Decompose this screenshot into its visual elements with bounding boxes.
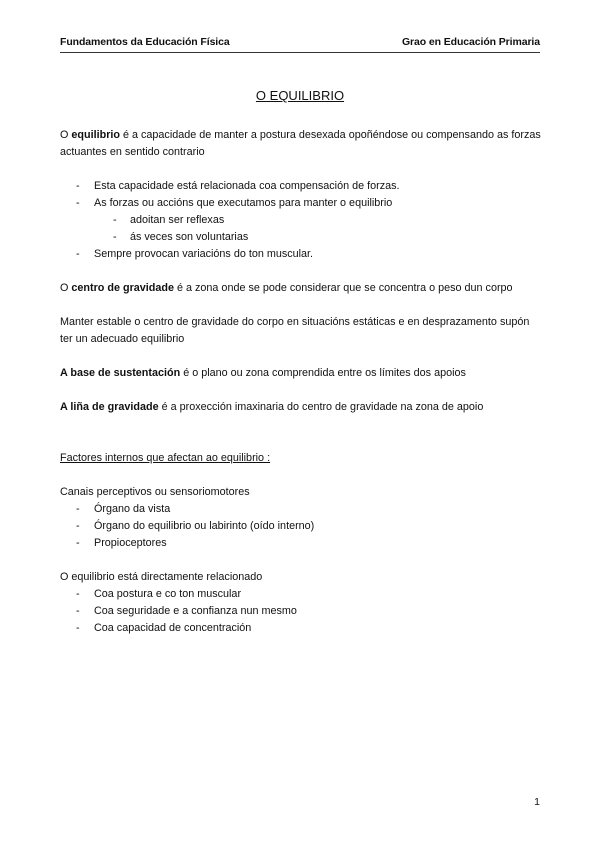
relation-intro: O equilibrio está directamente relacionado [60,571,263,583]
line-text: é a proxección imaxinaria do centro de gravidade na zona de apoio [158,401,484,413]
cg-text: é a zona onde se pode considerar que se concentra o peso dun corpo [174,282,513,294]
list-item: - Propioceptores [60,535,544,552]
factors-heading [60,450,544,467]
channels-intro: Canais perceptivos ou sensoriomotores [60,486,250,498]
header-course: Fundamentos da Educación Física [60,36,230,48]
list-item: - Órgano do equilibrio ou labirinto (oído interno) [60,518,544,535]
sub-list-item: - ás veces son voluntarias [60,229,544,246]
base-term: A base de sustentación [60,367,181,379]
header-divider [60,52,540,53]
sub-list-item: - adoitan ser reflexas [60,212,544,229]
list-item: - Esta capacidade está relacionada coa compensación de forzas. [60,178,544,195]
stability-paragraph: Manter estable o centro de gravidade do corpo en situacións estáticas e en desprazamento supón ter un adecuado equilibrio [60,316,530,345]
equilibrium-characteristics-list [60,178,544,263]
def-term: equilibrio [71,129,120,141]
def-prefix: O [60,129,72,141]
def-text: é a capacidade de manter a postura desexada opoñéndose ou compensando as forzas actuantes en sentido contrario [60,129,541,158]
page-number: 1 [534,796,540,808]
spacer [60,433,544,450]
title-text: O EQUILIBRIO [255,88,345,103]
list-item: - Coa capacidad de concentración [60,620,544,637]
list-item: - Coa postura e co ton muscular [60,586,544,603]
header-degree: Grao en Educación Primaria [401,36,540,48]
spacer [60,263,544,280]
document-body [60,127,544,637]
list-item: - Órgano da vista [60,501,544,518]
equilibrium-definition [60,127,544,161]
spacer [60,552,544,569]
line-of-gravity-definition [60,399,544,416]
cg-term: centro de gravidade [71,282,175,294]
line-term: A liña de gravidade [60,401,159,413]
base-text: é o plano ou zona comprendida entre os límites dos apoios [180,367,466,379]
base-of-support-definition [60,365,544,382]
channels-list [60,501,544,552]
center-of-gravity-definition [60,280,544,297]
list-item: - Sempre provocan variacións do ton muscular. [60,246,544,263]
relation-list [60,586,544,637]
cg-prefix: O [60,282,72,294]
list-item: - As forzas ou accións que executamos para manter o equilibrio [60,195,544,212]
factors-heading-text: Factores internos que afectan ao equilibrio : [60,452,271,464]
document-title [0,88,600,103]
list-item: - Coa seguridade e a confianza nun mesmo [60,603,544,620]
